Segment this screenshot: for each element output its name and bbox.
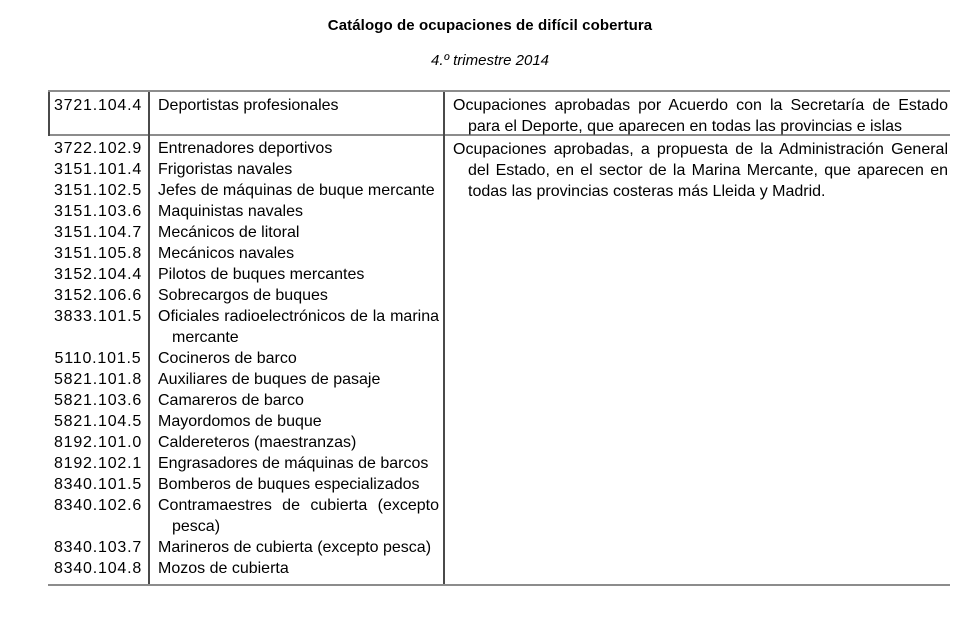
occupation-entry <box>48 285 443 306</box>
occupation-list <box>48 136 443 584</box>
table-row-deporte <box>48 92 950 136</box>
occupation-entry <box>48 201 443 222</box>
text-line: Jefes de máquinas de buque mercante <box>158 182 435 199</box>
occupation-code: 3152.104.4 <box>53 266 143 283</box>
text-line: Frigoristas navales <box>158 161 293 178</box>
occupation-entry <box>48 306 443 348</box>
text-line: Mozos de cubierta <box>158 560 289 577</box>
occupation-code: 5110.101.5 <box>54 350 142 367</box>
occupation-entry <box>48 474 443 495</box>
occupation-name <box>148 306 443 348</box>
occupation-entry <box>48 348 443 369</box>
text-line: Engrasadores de máquinas de barcos <box>158 455 429 472</box>
occupation-name <box>148 243 443 264</box>
occupation-name <box>148 285 443 306</box>
occupation-name <box>148 222 443 243</box>
table-row-marina-mercante <box>48 136 950 584</box>
text-line: Cocineros de barco <box>158 350 297 367</box>
text-line: Oficiales radioelectrónicos de la marina <box>158 308 439 325</box>
occupation-name <box>148 453 443 474</box>
occupation-code: 5821.101.8 <box>53 371 143 388</box>
occupation-entry <box>48 264 443 285</box>
occupation-name <box>148 348 443 369</box>
occupation-code: 8340.104.8 <box>53 560 143 577</box>
text-line: Mecánicos navales <box>158 245 295 262</box>
occupation-code: 3152.106.6 <box>53 287 143 304</box>
occupation-name <box>148 138 443 159</box>
occupation-name <box>148 537 443 558</box>
occupation-name <box>148 92 443 134</box>
occupation-code: 3833.101.5 <box>53 308 143 325</box>
occupation-code: 3721.104.4 <box>53 97 143 114</box>
occupation-name <box>148 474 443 495</box>
occupation-name <box>148 369 443 390</box>
text-line: Ocupaciones aprobadas, a propuesta de la Administración General <box>453 141 948 158</box>
group-description <box>443 92 950 134</box>
text-line: todas las provincias costeras más Lleida y Madrid. <box>468 183 826 200</box>
occupation-entry <box>48 243 443 264</box>
column-divider-description <box>443 92 445 584</box>
text-line: Pilotos de buques mercantes <box>158 266 365 283</box>
text-line: Mayordomos de buque <box>158 413 322 430</box>
text-line: pesca) <box>172 518 221 535</box>
occupation-code: 8340.102.6 <box>53 497 143 514</box>
text-line: Maquinistas navales <box>158 203 303 220</box>
occupation-entry <box>48 222 443 243</box>
occupation-code: 3151.101.4 <box>53 161 143 178</box>
occupation-entry <box>48 537 443 558</box>
occupation-entry <box>48 432 443 453</box>
occupation-code: 5821.104.5 <box>53 413 143 430</box>
occupation-name <box>148 201 443 222</box>
occupation-code: 8192.102.1 <box>53 455 143 472</box>
occupation-code: 8340.103.7 <box>53 539 143 556</box>
occupation-entry <box>48 558 443 579</box>
text-line: mercante <box>172 329 239 346</box>
catalog-table <box>48 90 950 586</box>
occupation-entry <box>48 159 443 180</box>
page-subtitle: 4.º trimestre 2014 <box>430 52 550 69</box>
text-line: Sobrecargos de buques <box>158 287 328 304</box>
occupation-code: 3151.105.8 <box>53 245 143 262</box>
occupation-code: 3151.102.5 <box>53 182 143 199</box>
text-line: Bomberos de buques especializados <box>158 476 420 493</box>
occupation-entry <box>48 369 443 390</box>
text-line: Auxiliares de buques de pasaje <box>158 371 381 388</box>
text-line: Contramaestres de cubierta (excepto <box>158 497 439 514</box>
text-line: para el Deporte, que aparecen en todas las provincias e islas <box>468 118 903 135</box>
text-line: Marineros de cubierta (excepto pesca) <box>158 539 432 556</box>
occupation-entry <box>48 390 443 411</box>
text-line: del Estado, en el sector de la Marina Mercante, que aparecen en <box>468 162 948 179</box>
text-line: Deportistas profesionales <box>158 97 339 114</box>
occupation-code: 8340.101.5 <box>53 476 143 493</box>
occupation-name <box>148 558 443 579</box>
text-line: Ocupaciones aprobadas por Acuerdo con la Secretaría de Estado <box>453 97 948 114</box>
occupation-entry <box>48 495 443 537</box>
group-description <box>443 136 950 584</box>
text-line: Mecánicos de litoral <box>158 224 300 241</box>
occupation-name <box>148 432 443 453</box>
occupation-entry <box>48 411 443 432</box>
occupation-code: 8192.101.0 <box>53 434 143 451</box>
text-line: Camareros de barco <box>158 392 304 409</box>
occupation-code: 5821.103.6 <box>53 392 143 409</box>
occupation-name <box>148 180 443 201</box>
occupation-entry <box>48 180 443 201</box>
occupation-name <box>148 390 443 411</box>
occupation-code: 3151.104.7 <box>53 224 143 241</box>
column-divider-code <box>148 92 150 584</box>
occupation-code: 3722.102.9 <box>53 140 143 157</box>
occupation-name <box>148 495 443 537</box>
page-title: Catálogo de ocupaciones de difícil cobertura <box>327 17 653 34</box>
occupation-entry <box>48 138 443 159</box>
text-line: Entrenadores deportivos <box>158 140 333 157</box>
occupation-name <box>148 159 443 180</box>
table-left-border <box>48 92 50 136</box>
occupation-name <box>148 264 443 285</box>
occupation-name <box>148 411 443 432</box>
occupation-code: 3151.103.6 <box>53 203 143 220</box>
text-line: Caldereteros (maestranzas) <box>158 434 357 451</box>
occupation-entry <box>48 453 443 474</box>
